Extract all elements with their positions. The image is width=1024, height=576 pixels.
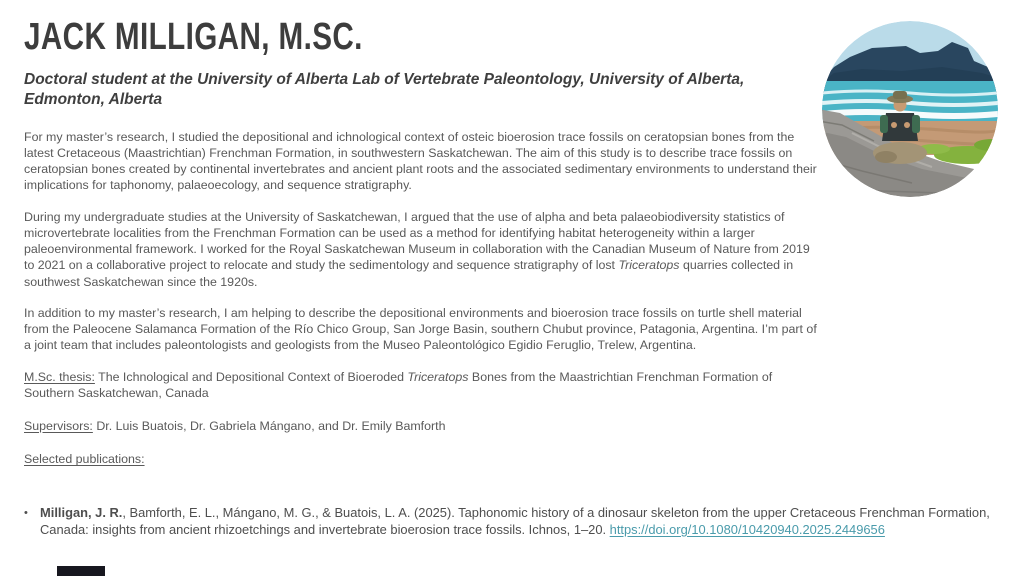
bio-section [24,129,820,354]
supervisors-line [24,418,820,434]
text-run: quarries collected in southwest Saskatchewan since the 1920s. [24,258,794,289]
text-run: For my master’s research, I studied the depositional and ichnological context of osteic bioerosion trace fossils on ceratopsian bones from the latest Cretaceous (Maastrichtian) Frenchman Formation, in southwestern Saskatchewan. The aim of this study is to describe trace fossils on ceratopsian bones created by continental invertebrates and ancient plant roots and the associated sedimentary environments to understand their implications for taphonomy, palaeoecology, and sequence stratigraphy. [24,129,817,193]
profile-photo-image [822,21,998,197]
text-run: In addition to my master’s research, I am helping to describe the depositional environments and bioerosion trace fossils on turtle shell material from the Paleocene Salamanca Formation of the Río Chico Group, San Jorge Basin, southern Chubut province, Patagonia, Argentina. I’m part of a joint team that includes paleontologists and geologists from the Museo Paleontológico Egidio Feruglio, Trelew, Argentina. [24,305,817,353]
text-run: M.Sc. thesis: [24,369,95,384]
text-run: Triceratops [407,369,469,384]
profile-subtitle: Doctoral student at the University of Alberta Lab of Vertebrate Paleontology, University of Alberta, Edmonton, Alberta [24,70,745,108]
text-run: Milligan, J. R. [40,504,123,520]
text-run: During my undergraduate studies at the University of Saskatchewan, I argued that the use of alpha and beta palaeobiodiversity statistics of microvertebrate localities from the Frenchman Formation can be used as a method for identifying habitat heterogeneity within a larger paleoenvironmental framework. I worked for the Royal Saskatchewan Museum in collaboration with the Canadian Museum of Nature from 2019 to 2021 on a collaborative project to relocate and study the sedimentology and sequence stratigraphy of lost [24,209,810,273]
publication-item [24,504,1014,538]
doi-link[interactable]: https://doi.org/10.1080/10420940.2025.2449656 [609,521,885,537]
text-run: Triceratops [618,258,680,273]
text-run: Bones from the Maastrichtian Frenchman Formation of Southern Saskatchewan, Canada [24,369,773,400]
page-title: JACK MILLIGAN, M.SC. [24,16,363,58]
publications-heading [24,451,820,467]
text-run: Dr. Luis Buatois, Dr. Gabriela Mángano, and Dr. Emily Bamforth [92,419,446,434]
text-run: Supervisors: [24,419,93,434]
footer-accent-bar [57,566,105,576]
bio-paragraph [24,305,820,354]
bullet-icon: • [24,506,28,519]
publication-list [24,504,1014,538]
publication-citation [40,504,1014,538]
text-run: The Ichnological and Depositional Context of Bioeroded [94,369,408,384]
thesis-line [24,369,820,402]
text-run: Selected publications: [24,452,145,467]
profile-photo [822,21,998,197]
bio-paragraph [24,129,820,194]
bio-paragraph [24,209,820,290]
text-run: , Bamforth, E. L., Mángano, M. G., & Buatois, L. A. (2025). Taphonomic history of a dinosaur skeleton from the upper Cretaceous Frenchman Formation, Canada: insights from ancient rhizoetchings and invertebrate bioerosion trace fossils. Ichnos, 1–20. [40,504,990,537]
